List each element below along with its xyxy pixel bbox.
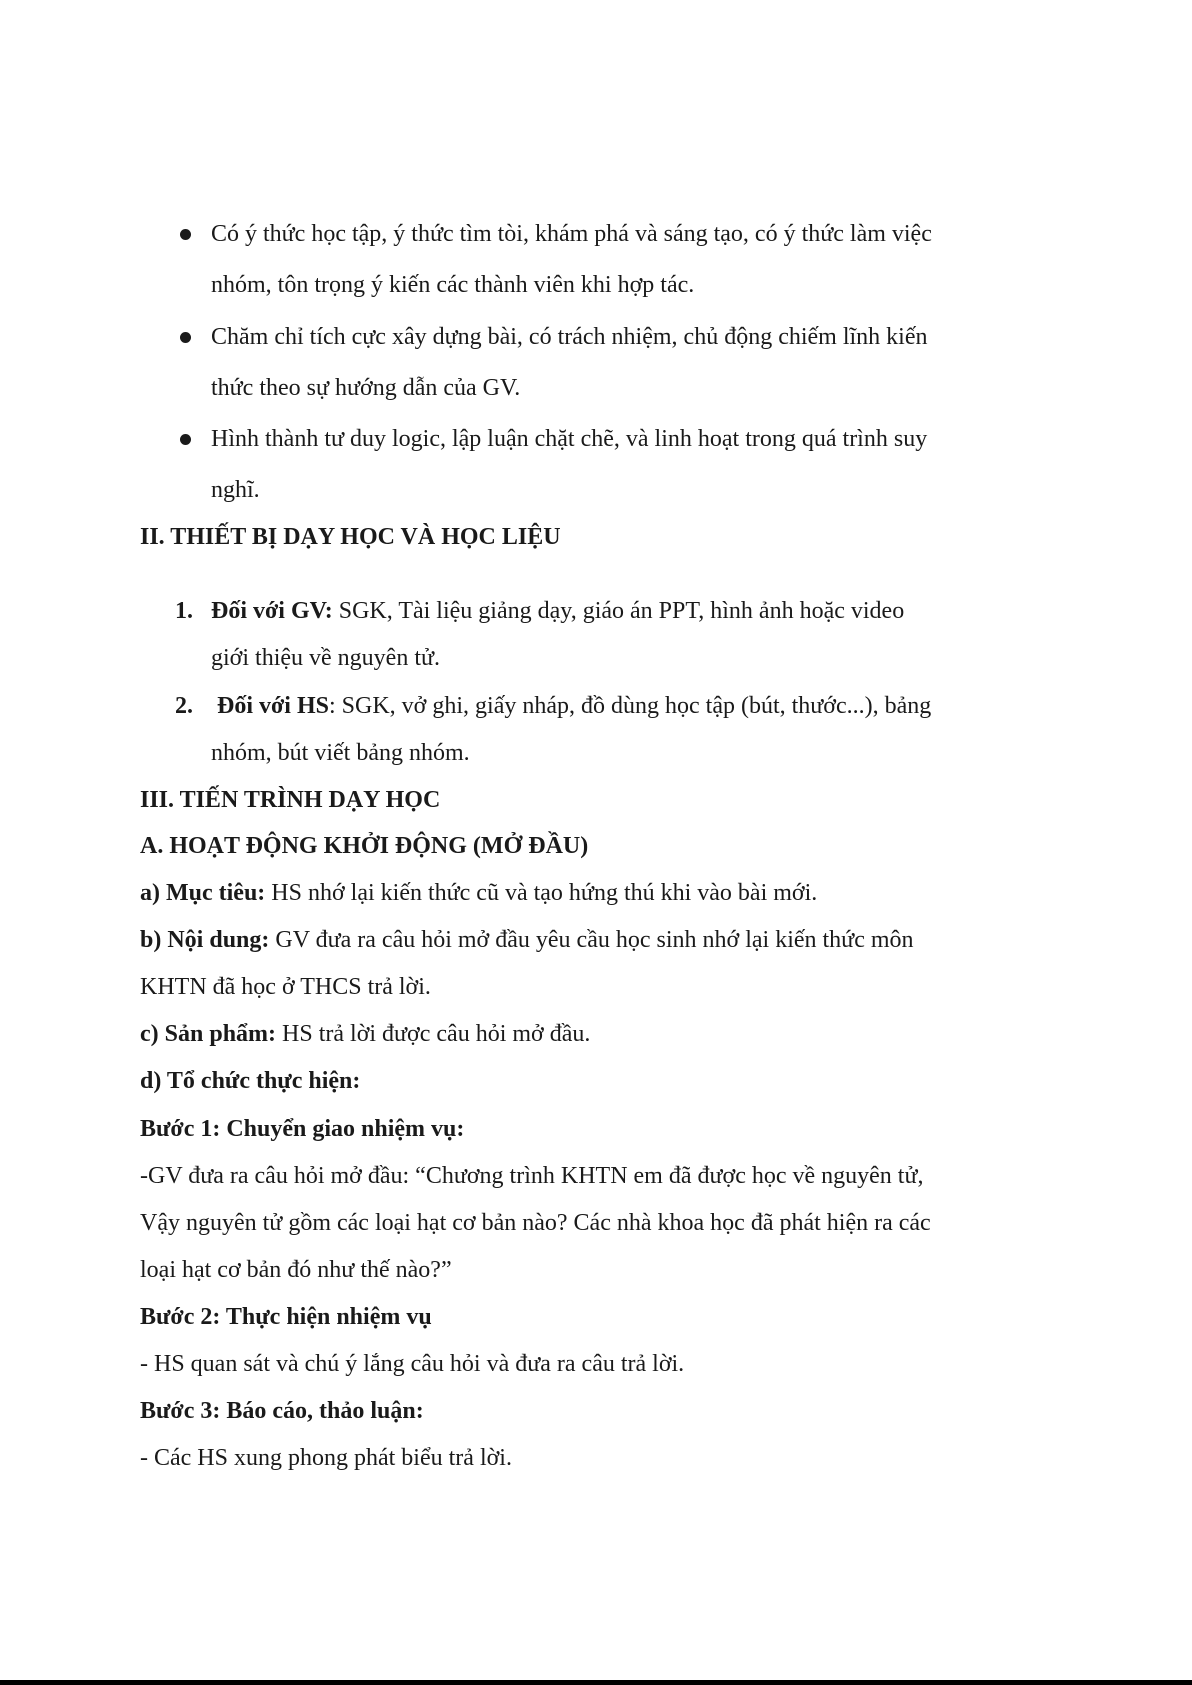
product-line: c) Sản phẩm: HS trả lời được câu hỏi mở đầu. (140, 1021, 591, 1047)
bullet-1-line-1: Có ý thức học tập, ý thức tìm tòi, khám phá và sáng tạo, có ý thức làm việc (211, 221, 932, 247)
step-2-heading: Bước 2: Thực hiện nhiệm vụ (140, 1304, 432, 1330)
bullet-2-line-1: Chăm chỉ tích cực xây dựng bài, có trách nhiệm, chủ động chiếm lĩnh kiến (211, 324, 928, 350)
item-2-line-2: nhóm, bút viết bảng nhóm. (211, 740, 470, 766)
section-a-heading: A. HOẠT ĐỘNG KHỞI ĐỘNG (MỞ ĐẦU) (140, 833, 589, 859)
goal-line: a) Mục tiêu: HS nhớ lại kiến thức cũ và tạo hứng thú khi vào bài mới. (140, 880, 818, 906)
list-number: 1. (175, 598, 193, 624)
step-1-line-3: loại hạt cơ bản đó như thế nào?” (140, 1257, 452, 1283)
content-line-1: b) Nội dung: GV đưa ra câu hỏi mở đầu yêu cầu học sinh nhớ lại kiến thức môn (140, 927, 914, 953)
step-1-line-2: Vậy nguyên tử gồm các loại hạt cơ bản nào? Các nhà khoa học đã phát hiện ra các (140, 1210, 931, 1236)
step-3-line: - Các HS xung phong phát biểu trả lời. (140, 1445, 512, 1471)
bullet-3-line-2: nghĩ. (211, 477, 260, 503)
step-1-line-1: -GV đưa ra câu hỏi mở đầu: “Chương trình KHTN em đã được học về nguyên tử, (140, 1163, 924, 1189)
item-2-line-1: Đối với HS: SGK, vở ghi, giấy nháp, đồ dùng học tập (bút, thước...), bảng (217, 693, 932, 719)
list-number: 2. (175, 693, 193, 719)
section-2-heading: II. THIẾT BỊ DẠY HỌC VÀ HỌC LIỆU (140, 524, 561, 550)
bullet-icon (180, 332, 191, 343)
step-1-heading: Bước 1: Chuyển giao nhiệm vụ: (140, 1116, 465, 1142)
item-1-line-2: giới thiệu về nguyên tử. (211, 645, 440, 671)
step-2-line: - HS quan sát và chú ý lắng câu hỏi và đưa ra câu trả lời. (140, 1351, 685, 1377)
section-3-heading: III. TIẾN TRÌNH DẠY HỌC (140, 787, 441, 813)
bullet-icon (180, 229, 191, 240)
item-1-line-1: Đối với GV: SGK, Tài liệu giảng dạy, giáo án PPT, hình ảnh hoặc video (211, 598, 905, 624)
organization-heading: d) Tổ chức thực hiện: (140, 1068, 361, 1094)
page-bottom-border (0, 1680, 1192, 1685)
bullet-3-line-1: Hình thành tư duy logic, lập luận chặt chẽ, và linh hoạt trong quá trình suy (211, 426, 928, 452)
bullet-2-line-2: thức theo sự hướng dẫn của GV. (211, 375, 521, 401)
step-3-heading: Bước 3: Báo cáo, thảo luận: (140, 1398, 424, 1424)
item-1-label: Đối với GV: (211, 598, 333, 624)
bullet-icon (180, 434, 191, 445)
bullet-1-line-2: nhóm, tôn trọng ý kiến các thành viên khi hợp tác. (211, 272, 695, 298)
content-line-2: KHTN đã học ở THCS trả lời. (140, 974, 431, 1000)
item-2-label: Đối với HS (217, 693, 329, 719)
